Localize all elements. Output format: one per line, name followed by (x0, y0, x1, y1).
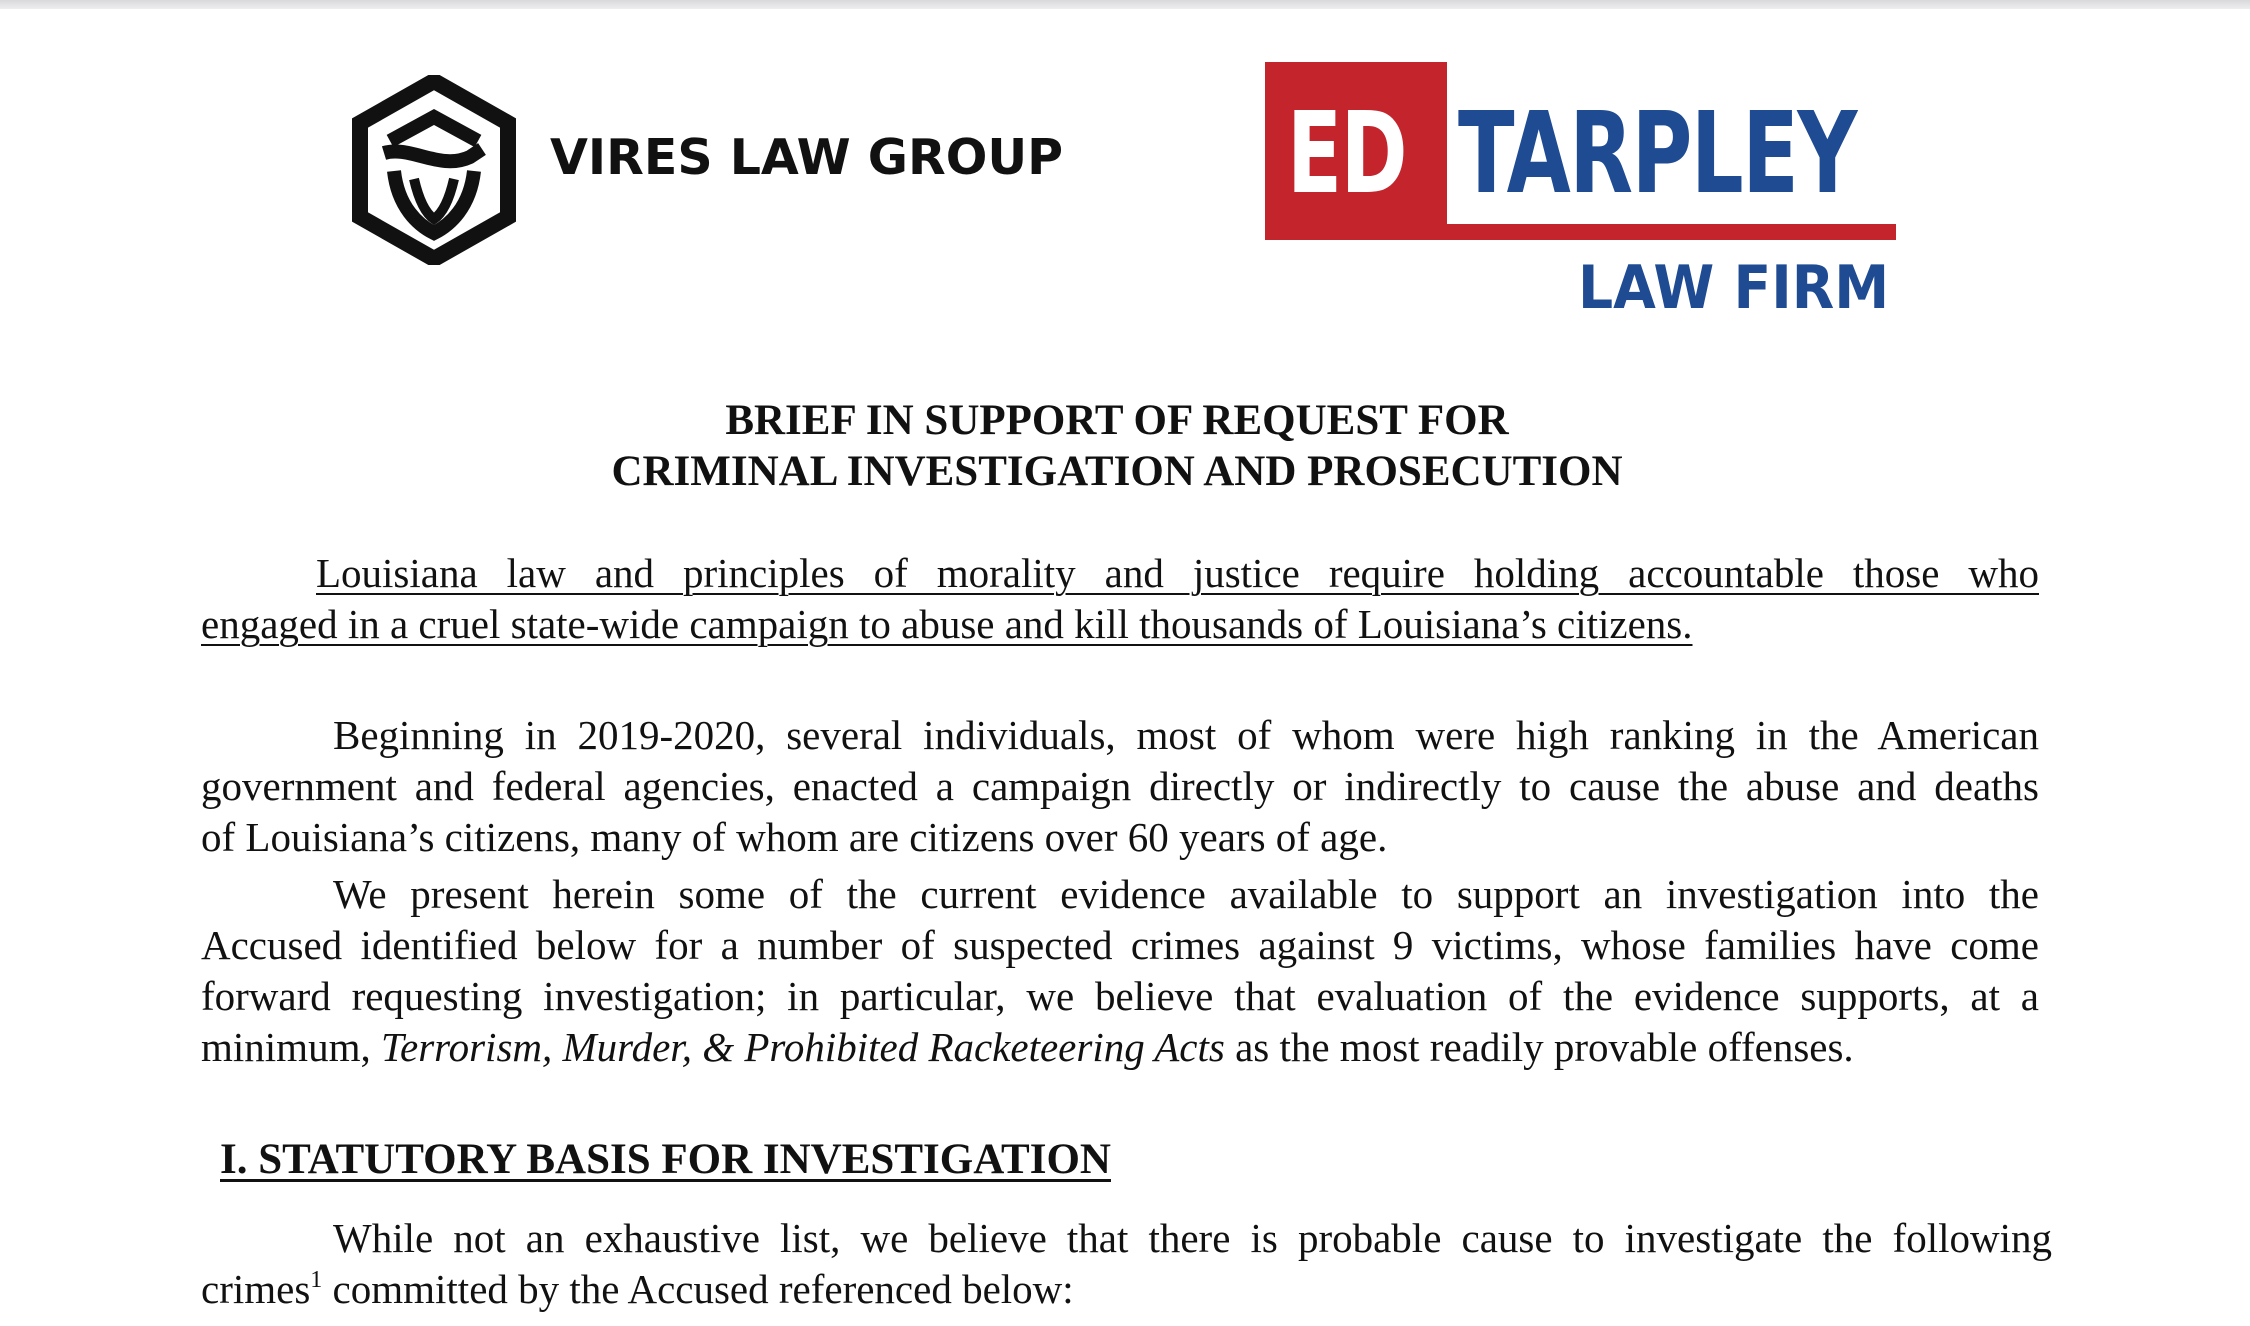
paragraph-line: Beginning in 2019-2020, several individuals, most of whom were high ranking in the American (333, 712, 2039, 758)
paragraph-line: government and federal agencies, enacted a campaign directly or indirectly to cause the abuse and deaths (201, 763, 2039, 809)
document-title-line-1: BRIEF IN SUPPORT OF REQUEST FOR (725, 397, 1509, 444)
tarpley-logo-text: TARPLEY (1458, 89, 1856, 219)
logo-red-underline (1447, 224, 1896, 240)
intro-line-2: engaged in a cruel state-wide campaign to abuse and kill thousands of Louisiana’s citizens. (201, 601, 1693, 647)
paragraph-beginning (201, 710, 2039, 863)
ed-logo-text: ED (1287, 89, 1407, 219)
paragraph-while-not-exhaustive (201, 1213, 2052, 1315)
intro-statement (201, 548, 2039, 650)
intro-line-1: Louisiana law and principles of morality and justice require holding accountable those who (316, 550, 2039, 596)
paragraph-line: forward requesting investigation; in particular, we believe that evaluation of the evidence supports, at a (201, 973, 2039, 1019)
ed-tarpley-law-firm-logo (1265, 62, 1900, 324)
section-heading-statutory-basis: I. STATUTORY BASIS FOR INVESTIGATION (220, 1136, 1111, 1183)
paragraph-line: minimum, Terrorism, Murder, & Prohibited Racketeering Acts as the most readily provable offenses. (201, 1024, 1854, 1070)
ed-red-box (1265, 62, 1447, 240)
offenses-italic: Terrorism, Murder, & Prohibited Racketeering Acts (380, 1024, 1225, 1070)
paragraph-line: Accused identified below for a number of suspected crimes against 9 victims, whose families have come (201, 922, 2039, 968)
paragraph-line: We present herein some of the current evidence available to support an investigation into the (333, 871, 2039, 917)
law-firm-logo-text: LAW FIRM (1578, 253, 1890, 323)
vires-logo-text: VIRES LAW GROUP (550, 129, 1064, 186)
vires-shield-icon (350, 75, 518, 265)
paragraph-line: of Louisiana’s citizens, many of whom are citizens over 60 years of age. (201, 814, 1388, 860)
vires-law-group-logo (350, 75, 1120, 265)
footnote-marker[interactable]: 1 (310, 1267, 323, 1293)
page-top-edge (0, 0, 2250, 9)
paragraph-we-present (201, 869, 2039, 1073)
paragraph-line: While not an exhaustive list, we believe that there is probable cause to investigate the following (333, 1215, 2052, 1261)
document-title-line-2: CRIMINAL INVESTIGATION AND PROSECUTION (611, 448, 1623, 495)
paragraph-line: crimes$^1$ committed by the Accused referenced below: (201, 1266, 1074, 1312)
